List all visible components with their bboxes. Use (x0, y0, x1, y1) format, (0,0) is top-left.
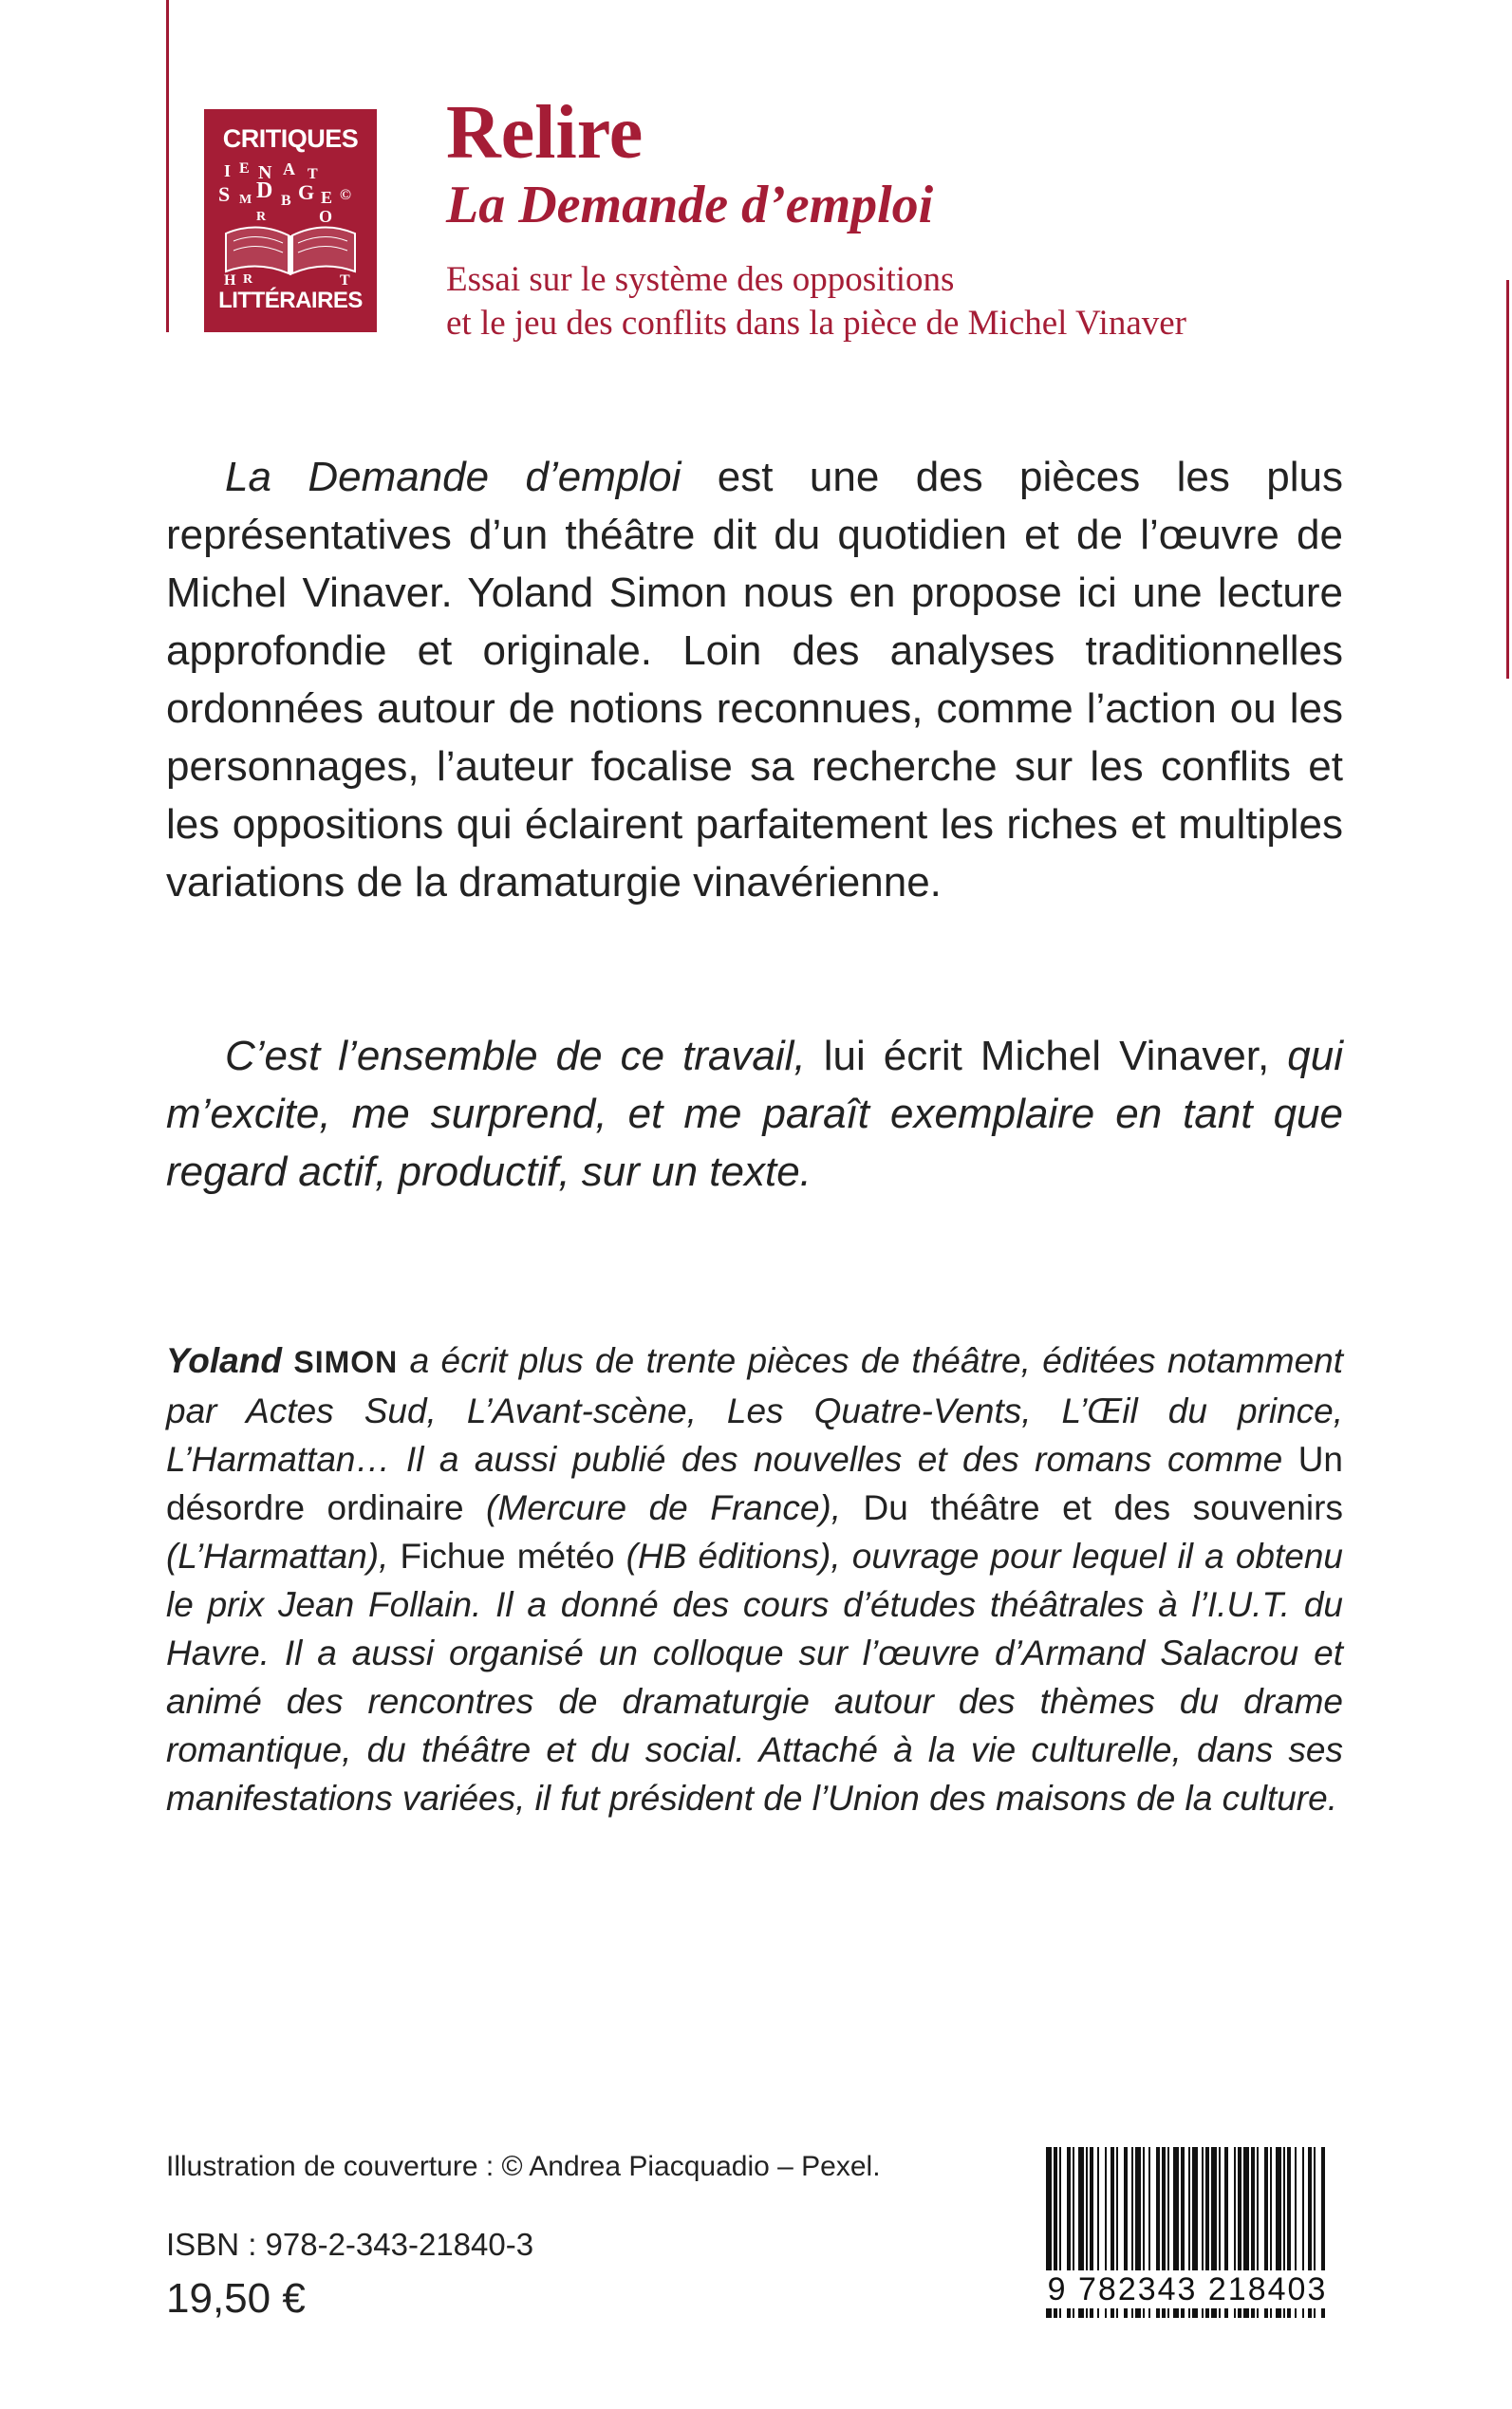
author-bio (166, 1336, 1343, 1822)
svg-text:B: B (281, 193, 291, 209)
quote-part-2: qui m’excite, me surprend, et me paraît exemplaire en tant que regard actif, productif, sur un texte. (166, 1033, 1344, 1195)
bio-text: (Mercure de France), (463, 1488, 864, 1527)
quote-part-1: C’est l’ensemble de ce travail, (225, 1033, 806, 1079)
svg-text:T: T (308, 166, 318, 182)
svg-text:R: R (243, 272, 253, 286)
barcode-icon (1044, 2147, 1329, 2365)
svg-text:N: N (258, 162, 272, 183)
svg-text:D: D (256, 178, 273, 203)
isbn: ISBN : 978-2-343-21840-3 (166, 2227, 534, 2262)
svg-text:T: T (340, 272, 350, 286)
svg-text:E: E (239, 160, 250, 177)
svg-text:M: M (239, 193, 252, 207)
bio-text: a écrit plus de trente pièces de théâtre, éditées notamment par Actes Sud, L’Avant-scène, Les Quatre-Vents, L’Œil du prince, L’Harmattan… Il a aussi publié des nouvelles et des romans comme (166, 1341, 1344, 1479)
quote-attribution: lui écrit Michel Vinaver, (805, 1033, 1288, 1079)
book-title-ref: Un désordre ordinaire (166, 1440, 1343, 1527)
svg-text:O: O (319, 207, 333, 226)
series-logo-bottom-text: LITTÉRAIRES (218, 288, 363, 313)
right-accent-rule (1506, 280, 1509, 679)
svg-text:A: A (283, 159, 295, 178)
work-title: La Demande d’emploi (225, 454, 681, 500)
book-subtitle: La Demande d’emploi (446, 176, 934, 234)
open-book-icon (215, 158, 366, 286)
svg-text:H: H (224, 272, 236, 286)
svg-text:G: G (298, 180, 315, 204)
description-line: et le jeu des conflits dans la pièce de Michel Vinaver (446, 304, 1186, 343)
left-accent-rule (166, 0, 169, 332)
svg-text:S: S (218, 182, 231, 206)
author-last-name: SIMON (293, 1345, 399, 1379)
svg-text:©: © (340, 187, 351, 203)
bio-text: (L’Harmattan), (166, 1537, 401, 1576)
svg-text:R: R (256, 210, 267, 224)
price: 19,50 € (166, 2275, 306, 2322)
series-logo-top-text: CRITIQUES (222, 124, 359, 153)
series-logo (204, 109, 377, 332)
book-description (446, 258, 1186, 345)
book-title-ref: Fichue météo (400, 1537, 615, 1576)
barcode-digits: 9 782343 218403 (1031, 2270, 1344, 2308)
description-line: Essai sur le système des oppositions (446, 260, 955, 299)
blurb-text: est une des pièces les plus représentatives d’un théâtre dit du quotidien et de l’œuvre de Michel Vinaver. Yoland Simon nous en propose ici une lecture approfondie et originale. Loin des analyses traditionnelles ordonnées autour de notions reconnues, comme l’action ou les personnages, l’auteur focalise sa recherche sur les conflits et les oppositions qui éclairent parfaitement les riches et multiples variations de la dramaturgie vinavérienne. (166, 454, 1343, 906)
svg-text:I: I (224, 161, 232, 180)
blurb-paragraph-2 (166, 1027, 1343, 1201)
book-title-ref: Du théâtre et des souvenirs (863, 1488, 1343, 1527)
author-first-name: Yoland (166, 1341, 294, 1380)
bio-text: (HB éditions), ouvrage pour lequel il a obtenu le prix Jean Follain. Il a donné des cours d’études théâtrales à l’I.U.T. du Havre. Il a aussi organisé un colloque sur l’œuvre d’Armand Salacrou et animé des rencontres de dramaturgie autour des thèmes du drame romantique, du théâtre et du social. Attaché à la vie culturelle, dans ses manifestations variées, il fut président de l’Union des maisons de la culture. (166, 1537, 1344, 1818)
book-title: Relire (446, 91, 644, 175)
illustration-credit: Illustration de couverture : © Andrea Piacquadio – Pexel. (166, 2151, 881, 2182)
blurb-paragraph-1 (166, 448, 1343, 911)
svg-text:E: E (321, 188, 333, 207)
